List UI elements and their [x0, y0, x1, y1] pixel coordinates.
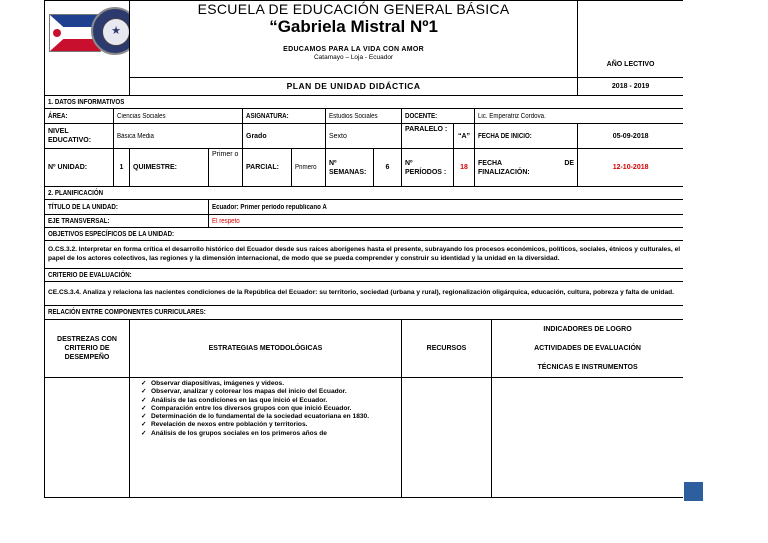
asignatura-value: Estudios Sociales [326, 109, 402, 124]
criterio-text: CE.CS.3.4. Analiza y relaciona las nacientes condiciones de la República del Ecuador: su territorio, sociedad (urbana y rural), regionalización oligárquica, educación, cultura, pobreza y falta de unidad. [45, 282, 684, 306]
check-icon: ✓ [141, 429, 147, 437]
check-icon: ✓ [141, 388, 147, 396]
asignatura-label: ASIGNATURA: [243, 109, 326, 124]
lesson-plan-table [44, 0, 683, 498]
eje-transversal-value: El respeto [209, 215, 684, 228]
paralelo-label: PARALELO : [402, 124, 454, 149]
fecha-inicio-label: FECHA DE INICIO: [475, 124, 578, 149]
school-seal-icon: ★ [91, 7, 130, 55]
decorative-square [684, 482, 703, 501]
parcial-value: Primero [292, 149, 326, 187]
area-value: Ciencias Sociales [114, 109, 243, 124]
strategy-item [133, 421, 398, 429]
quimestre-value: Primer o [209, 149, 243, 187]
plan-title: PLAN DE UNIDAD DIDÁCTICA [130, 78, 578, 96]
strategy-text: Revelación de nexos entre población y territorios. [151, 421, 308, 429]
strategy-text: Análisis de los grupos sociales en los primeros años de [151, 429, 327, 437]
nivel-value: Básica Media [114, 124, 243, 149]
strategy-text: Observar, analizar y colorear los mapas del inicio del Ecuador. [151, 388, 347, 396]
school-motto: EDUCAMOS PARA LA VIDA CON AMOR [283, 46, 424, 53]
col-recursos: RECURSOS [402, 320, 492, 378]
eje-transversal-label: EJE TRANSVERSAL: [45, 215, 209, 228]
docente-value: Lic. Emperatriz Cordova. [475, 109, 684, 124]
objetivo-text: O.CS.3.2. Interpretar en forma crítica el desarrollo histórico del Ecuador desde sus raíces aborígenes hasta el presente, subrayando los procesos económicos, políticos, sociales, étnicos y culturales, el papel de los actores colectivos, las regiones y la dimensión internacional, de modo que se pueda comprender y construir su identidad y la unidad en la diversidad. [45, 241, 684, 269]
objetivos-label: OBJETIVOS ESPECÍFICOS DE LA UNIDAD: [45, 228, 684, 241]
check-icon: ✓ [141, 404, 147, 412]
semanas-label: Nº SEMANAS: [326, 149, 374, 187]
strategy-item [133, 397, 398, 405]
strategy-item [133, 405, 398, 413]
periodos-value: 18 [454, 149, 475, 187]
strategy-item [133, 388, 398, 396]
school-name: “Gabriela Mistral Nº1 [269, 17, 438, 36]
col-estrategias: ESTRATEGIAS METODOLÓGICAS [130, 320, 402, 378]
criterio-label: CRITERIO DE EVALUACIÓN: [45, 269, 684, 282]
strategy-item [133, 380, 398, 388]
strategy-text: Comparación entre los diversos grupos con que inició Ecuador. [151, 404, 352, 412]
strategy-text: Observar diapositivas, imágenes y videos. [151, 380, 285, 387]
relacion-label: RELACIÓN ENTRE COMPONENTES CURRICULARES: [45, 306, 684, 320]
strategy-item [133, 413, 398, 421]
check-icon: ✓ [141, 413, 147, 421]
semanas-value: 6 [374, 149, 402, 187]
destrezas-cell [45, 378, 130, 498]
parcial-label: PARCIAL: [243, 149, 292, 187]
periodos-label: Nº PERÍODOS : [402, 149, 454, 187]
year-value: 2018 - 2019 [578, 78, 683, 96]
strategy-item [133, 430, 398, 438]
section-planificacion-title: 2. PLANIFICACIÓN [45, 187, 684, 200]
titulo-unidad-label: TÍTULO DE LA UNIDAD: [45, 200, 209, 215]
estrategias-cell [130, 378, 402, 498]
nivel-label: NIVEL EDUCATIVO: [45, 124, 114, 149]
fecha-inicio-value: 05-09-2018 [578, 124, 683, 149]
check-icon: ✓ [141, 380, 147, 387]
grado-label: Grado [243, 124, 326, 149]
quimestre-label: QUIMESTRE: [130, 149, 209, 187]
year-label: AÑO LECTIVO [578, 1, 683, 78]
unidad-label: Nº UNIDAD: [45, 149, 114, 187]
indicadores-cell [492, 378, 684, 498]
school-type: ESCUELA DE EDUCACIÓN GENERAL BÁSICA [197, 1, 510, 17]
fecha-fin-value: 12-10-2018 [578, 149, 683, 187]
section-datos-title: 1. DATOS INFORMATIVOS [45, 96, 684, 109]
strategy-text: Determinación de lo fundamental de la sociedad ecuatoriana en 1830. [151, 413, 370, 421]
paralelo-value: “A” [454, 124, 475, 149]
school-header [130, 1, 578, 78]
school-location: Catamayo – Loja - Ecuador [313, 54, 394, 61]
fecha-fin-label: FECHA DE FINALIZACIÓN: [475, 149, 578, 187]
grado-value: Sexto [326, 124, 402, 149]
recursos-cell [402, 378, 492, 498]
unidad-value: 1 [114, 149, 130, 187]
col-destrezas: DESTREZAS CON CRITERIO DE DESEMPEÑO [45, 320, 130, 378]
lesson-plan-page [44, 0, 683, 543]
col-indicadores: INDICADORES DE LOGRO ACTIVIDADES DE EVALUACIÓN TÉCNICAS E INSTRUMENTOS [492, 320, 684, 378]
area-label: ÁREA: [45, 109, 114, 124]
strategy-text: Análisis de las condiciones en las que inició el Ecuador. [151, 396, 328, 404]
titulo-unidad-value: Ecuador: Primer período republicano A [209, 200, 684, 215]
check-icon: ✓ [141, 396, 147, 404]
logo-area [45, 1, 130, 96]
strategy-list [133, 380, 398, 438]
check-icon: ✓ [141, 421, 147, 429]
docente-label: DOCENTE: [402, 109, 475, 124]
